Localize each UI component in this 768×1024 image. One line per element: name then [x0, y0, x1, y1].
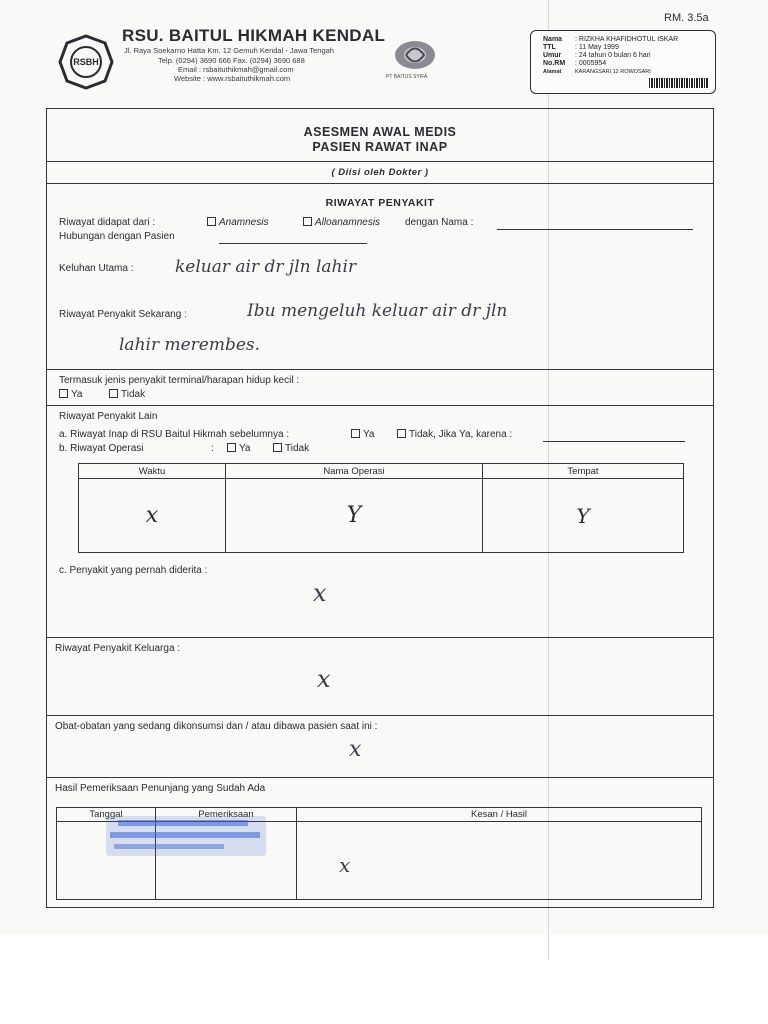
inap-tidak-label: Tidak, Jika Ya, karena :: [409, 429, 513, 440]
header-tanggal: Tanggal: [57, 808, 156, 822]
cell-tempat[interactable]: Y: [483, 479, 684, 553]
sticker-ttl-label: TTL: [543, 44, 556, 51]
filled-by-note: ( Diisi oleh Dokter ): [331, 167, 429, 178]
form-title-line1: ASESMEN AWAL MEDIS: [303, 125, 457, 139]
hospital-phone: Telp. (0294) 3690 666 Fax. (0294) 3690 688: [158, 56, 305, 65]
section-riwayat-penyakit: RIWAYAT PENYAKIT: [325, 197, 435, 209]
obat-label: Obat-obatan yang sedang dikonsumsi dan / atau dibawa pasien saat ini :: [55, 721, 378, 732]
divider: [47, 405, 713, 406]
operation-table-header: [79, 464, 684, 479]
hospital-website: Website : www.rsbaituthikmah.com: [174, 74, 291, 83]
sticker-age-row: [543, 52, 651, 60]
sticker-age-label: Umur: [543, 52, 562, 59]
divider: [47, 369, 713, 370]
operasi-ya-checkbox[interactable]: [227, 443, 236, 452]
logo-text: RSBH: [73, 57, 99, 67]
dengan-nama-label: dengan Nama :: [405, 217, 474, 228]
partner-logo-icon: [392, 38, 438, 72]
terminal-ya-label: Ya: [71, 389, 83, 400]
divider: [47, 637, 713, 638]
hubungan-label: Hubungan dengan Pasien: [59, 231, 175, 242]
header-nama-operasi: Nama Operasi: [226, 464, 483, 479]
sticker-age-value: : 24 tahun 0 bulan 6 hari: [575, 52, 651, 59]
sticker-name-row: [543, 36, 678, 44]
assessment-form: [46, 108, 714, 908]
nama-field-line[interactable]: [497, 229, 693, 230]
barcode: [649, 78, 709, 88]
sticker-name-value: : RIZKHA KHAFIDHOTUL ISKAR: [575, 36, 679, 43]
keluhan-utama-value: keluar air dr jln lahir: [175, 257, 357, 277]
penyakit-diderita-label: c. Penyakit yang pernah diderita :: [59, 565, 208, 576]
operation-table-row: [79, 479, 684, 553]
sticker-ttl-row: [543, 44, 619, 52]
sticker-rm-row: [543, 60, 606, 68]
terminal-tidak-label: Tidak: [121, 389, 146, 400]
sticker-ttl-value: : 11 May 1999: [575, 44, 619, 51]
divider: [47, 777, 713, 778]
sticker-address-label: Alamat: [543, 69, 562, 75]
hubungan-field-line[interactable]: [219, 243, 367, 244]
anamnesis-label: Anamnesis: [219, 217, 269, 228]
cell-waktu[interactable]: x: [79, 479, 226, 553]
doctor-stamp-icon: [104, 812, 274, 864]
form-title-line2: PASIEN RAWAT INAP: [312, 140, 448, 154]
alloanamnesis-checkbox[interactable]: [303, 217, 312, 226]
inap-tidak-checkbox[interactable]: [397, 429, 406, 438]
sticker-rm-value: : 0005954: [575, 60, 607, 67]
inap-ya-label: Ya: [363, 429, 375, 440]
inap-option-ya[interactable]: [351, 429, 375, 440]
header-pemeriksaan: Pemeriksaan: [156, 808, 297, 822]
hospital-email: Email : rsbaituthikmah@gmail.com: [178, 65, 294, 74]
sticker-address-row: [543, 68, 651, 76]
operasi-option-tidak[interactable]: [273, 443, 309, 454]
hospital-name: RSU. BAITUL HIKMAH KENDAL: [122, 26, 386, 45]
rps-value-line2: lahir merembes.: [119, 335, 261, 355]
operasi-ya-label: Ya: [239, 443, 251, 454]
keluhan-utama-label: Keluhan Utama :: [59, 263, 134, 274]
operasi-tidak-label: Tidak: [285, 443, 310, 454]
riwayat-didapat-label: Riwayat didapat dari :: [59, 217, 156, 228]
terminal-tidak-checkbox[interactable]: [109, 389, 118, 398]
penyakit-diderita-value: x: [313, 579, 327, 607]
option-anamnesis[interactable]: [207, 217, 268, 228]
header-kesan-hasil: Kesan / Hasil: [297, 808, 702, 822]
sticker-rm-label: No.RM: [543, 60, 566, 67]
cell-nama-operasi[interactable]: Y: [226, 479, 483, 553]
form-code: RM. 3.5a: [664, 12, 709, 24]
header-waktu: Waktu: [79, 464, 226, 479]
cell-kesan-hasil[interactable]: [297, 822, 702, 900]
riwayat-operasi-colon: :: [211, 443, 214, 454]
anamnesis-checkbox[interactable]: [207, 217, 216, 226]
karena-field-line[interactable]: [543, 441, 685, 442]
terminal-ya-checkbox[interactable]: [59, 389, 68, 398]
rps-value-line1: Ibu mengeluh keluar air dr jln: [247, 301, 508, 321]
hospital-logo-icon: [58, 34, 114, 90]
alloanamnesis-label: Alloanamnesis: [315, 217, 381, 228]
divider: [47, 183, 713, 184]
penunjang-label: Hasil Pemeriksaan Penunjang yang Sudah Ada: [55, 783, 266, 794]
header-tempat: Tempat: [483, 464, 684, 479]
operasi-tidak-checkbox[interactable]: [273, 443, 282, 452]
partner-caption: PT BAITUS SYIFA: [386, 74, 428, 80]
riwayat-inap-label: a. Riwayat Inap di RSU Baitul Hikmah sebelumnya :: [59, 429, 290, 440]
obat-value: x: [349, 737, 362, 762]
option-alloanamnesis[interactable]: [303, 217, 380, 228]
hospital-address: Jl. Raya Soekarno Hatta Km. 12 Gemuh Kendal - Jawa Tengah: [124, 46, 334, 55]
terminal-option-tidak[interactable]: [109, 389, 145, 400]
inap-ya-checkbox[interactable]: [351, 429, 360, 438]
operation-table: [78, 463, 684, 553]
riwayat-lain-label: Riwayat Penyakit Lain: [59, 411, 158, 422]
terminal-option-ya[interactable]: [59, 389, 83, 400]
operasi-option-ya[interactable]: [227, 443, 251, 454]
keluarga-label: Riwayat Penyakit Keluarga :: [55, 643, 181, 654]
kesan-hasil-value: x: [339, 852, 351, 877]
inap-option-tidak[interactable]: [397, 429, 512, 440]
divider: [47, 715, 713, 716]
patient-sticker: [530, 30, 716, 94]
rps-label: Riwayat Penyakit Sekarang :: [59, 309, 187, 320]
terminal-label: Termasuk jenis penyakit terminal/harapan hidup kecil :: [59, 375, 300, 386]
sticker-address-value: KARANGSARI 12 ROWOSARI: [575, 69, 651, 75]
riwayat-operasi-label: b. Riwayat Operasi: [59, 443, 144, 454]
sticker-name-label: Nama: [543, 36, 563, 43]
divider: [47, 161, 713, 162]
keluarga-value: x: [317, 665, 331, 693]
